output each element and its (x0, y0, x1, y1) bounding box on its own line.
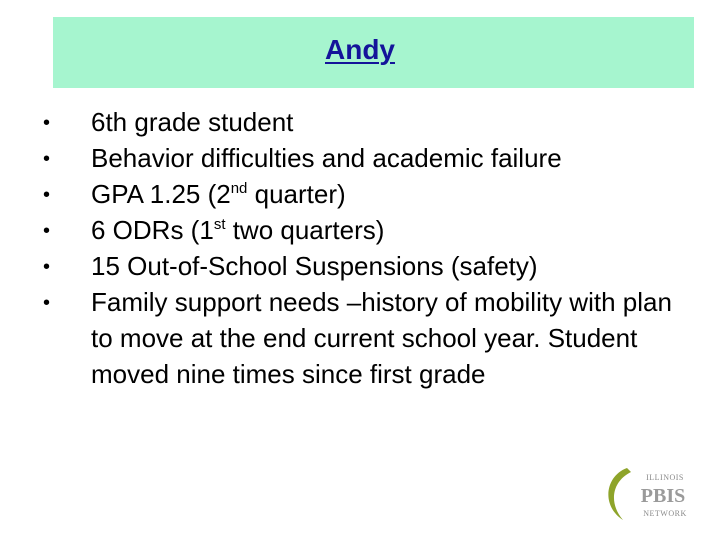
bullet-dot-icon: • (43, 112, 51, 134)
bullet-dot-icon: • (43, 184, 51, 206)
bullet-text: 6th grade student (91, 107, 294, 137)
bullet-text: 6 ODRs (1st two quarters) (91, 215, 385, 245)
bullet-item (0, 248, 720, 284)
bullet-dot-icon: • (43, 292, 51, 314)
bullet-text: Family support needs –history of mobility with plan to move at the end current school year. Student moved nine times since first grade (91, 287, 672, 389)
bullet-item (0, 284, 720, 428)
logo-swoosh (608, 468, 631, 520)
bullet-item (0, 212, 720, 248)
bullet-item (0, 140, 720, 176)
bullet-dot-icon: • (43, 148, 51, 170)
bullet-list (0, 104, 720, 428)
slide-title: Andy (325, 34, 395, 65)
bullet-dot-icon: • (43, 220, 51, 242)
bullet-text: GPA 1.25 (2nd quarter) (91, 179, 346, 209)
bullet-item (0, 176, 720, 212)
bullet-text: 15 Out-of-School Suspensions (safety) (91, 251, 538, 281)
bullet-dot-icon: • (43, 256, 51, 278)
bullet-text: Behavior difficulties and academic failure (91, 143, 562, 173)
logo-line-1: ILLINOIS (646, 473, 684, 482)
logo-line-3: NETWORK (643, 509, 687, 518)
illinois-pbis-network-logo (597, 462, 697, 528)
logo-line-2: PBIS (640, 485, 686, 507)
bullet-item (0, 104, 720, 140)
